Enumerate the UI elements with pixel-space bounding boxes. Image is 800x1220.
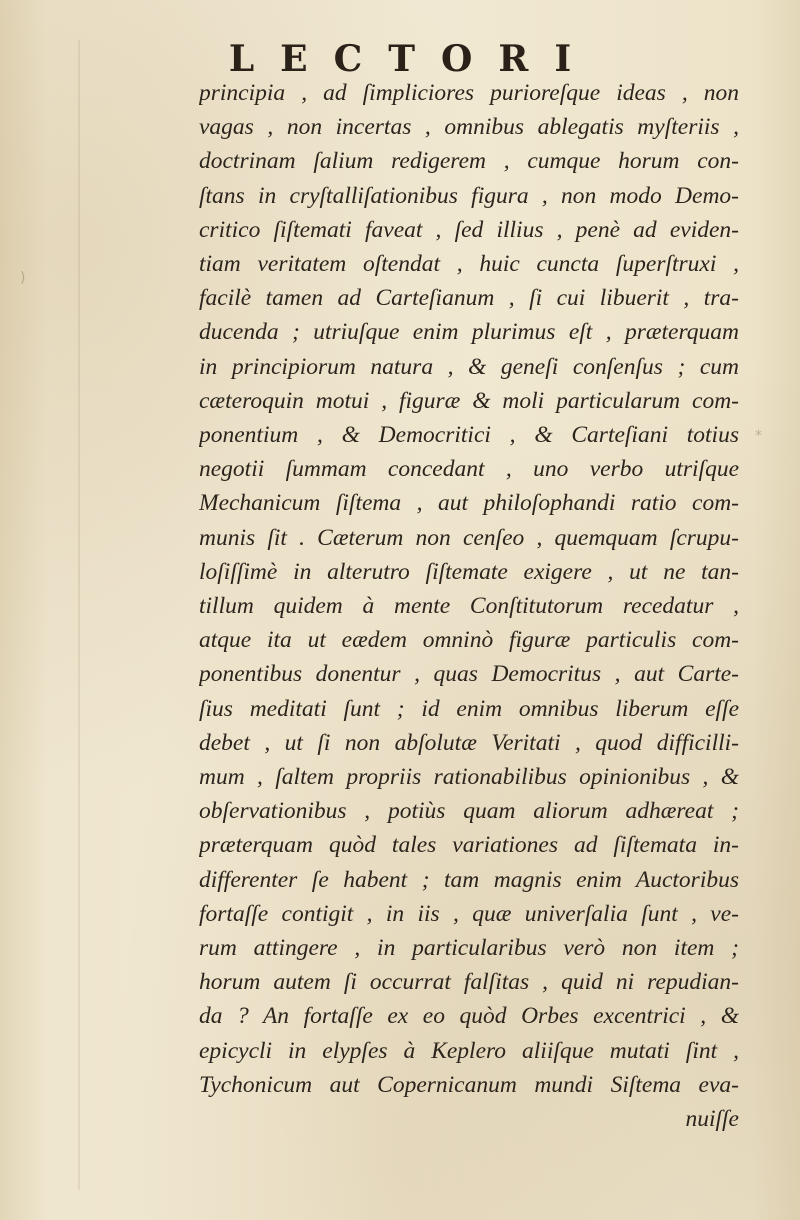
text-line: tiam veritatem oſtendat , huic cuncta ſuperſtruxi ,: [199, 251, 739, 278]
text-line: debet , ut ſi non abſolutæ Veritati , quod difficilli-: [199, 729, 739, 756]
text-line: differenter ſe habent ; tam magnis enim Auctoribus: [199, 866, 739, 893]
text-line: munis ſit . Cæterum non cenſeo , quemquam ſcrupu-: [199, 524, 739, 551]
text-line: fortaſſe contigit , in iis , quæ univerſalia ſunt , ve-: [199, 900, 739, 927]
margin-speck: *: [755, 428, 762, 444]
text-line: critico ſiſtemati faveat , ſed illius , penè ad eviden-: [199, 216, 739, 243]
text-line: loſiſſimè in alterutro ſiſtemate exigere , ut ne tan-: [199, 558, 739, 585]
text-line: negotii ſummam concedant , uno verbo utriſque: [199, 456, 739, 483]
text-line: ponentium , & Democritici , & Carteſiani totius: [199, 422, 739, 449]
margin-speck: ): [20, 270, 26, 286]
text-line: mum , ſaltem propriis rationabilibus opinionibus , &: [199, 764, 739, 791]
running-head: LECTORI: [228, 38, 598, 80]
text-line: Mechanicum ſiſtema , aut philoſophandi ratio com-: [199, 490, 739, 517]
text-line: cæteroquin motui , figuræ & moli particularum com-: [199, 387, 739, 414]
text-line: principia , ad ſimpliciores purioreſque ideas , non: [199, 80, 739, 106]
text-line: in principiorum natura , & geneſi conſenſus ; cum: [199, 353, 739, 380]
text-line: facilè tamen ad Carteſianum , ſi cui libuerit , tra-: [199, 285, 739, 312]
text-line: da ? An fortaſſe ex eo quòd Orbes excentrici , &: [199, 1003, 739, 1030]
text-line: ponentibus donentur , quas Democritus , aut Carte-: [199, 661, 739, 688]
text-line: præterquam quòd tales variationes ad ſiſtemata in-: [199, 832, 739, 859]
text-line: epicycli in elypſes à Keplero aliiſque mutati ſint ,: [199, 1037, 739, 1064]
text-line: doctrinam ſalium redigerem , cumque horum con-: [199, 148, 739, 175]
text-line: ducenda ; utriuſque enim plurimus eſt , præterquam: [199, 319, 739, 346]
text-line: obſervationibus , potiùs quam aliorum adhæreat ;: [199, 798, 739, 825]
text-line: Tychonicum aut Copernicanum mundi Siſtema eva-: [199, 1071, 739, 1098]
text-line: ſtans in cryſtalliſationibus figura , non modo Demo-: [199, 182, 739, 209]
text-line: tillum quidem à mente Conſtitutorum recedatur ,: [199, 593, 739, 620]
catchword: nuiſſe: [685, 1106, 739, 1133]
body-text: [199, 76, 739, 1136]
text-line: atque ita ut eædem omninò figuræ particulis com-: [199, 627, 739, 654]
text-line: ſius meditati ſunt ; id enim omnibus liberum eſſe: [199, 695, 739, 722]
text-line: rum attingere , in particularibus verò non item ;: [199, 935, 739, 962]
text-line: vagas , non incertas , omnibus ablegatis myſteriis ,: [199, 114, 739, 141]
page-fold-shadow: [78, 40, 80, 1190]
text-line: horum autem ſi occurrat falſitas , quid ni repudian-: [199, 969, 739, 996]
